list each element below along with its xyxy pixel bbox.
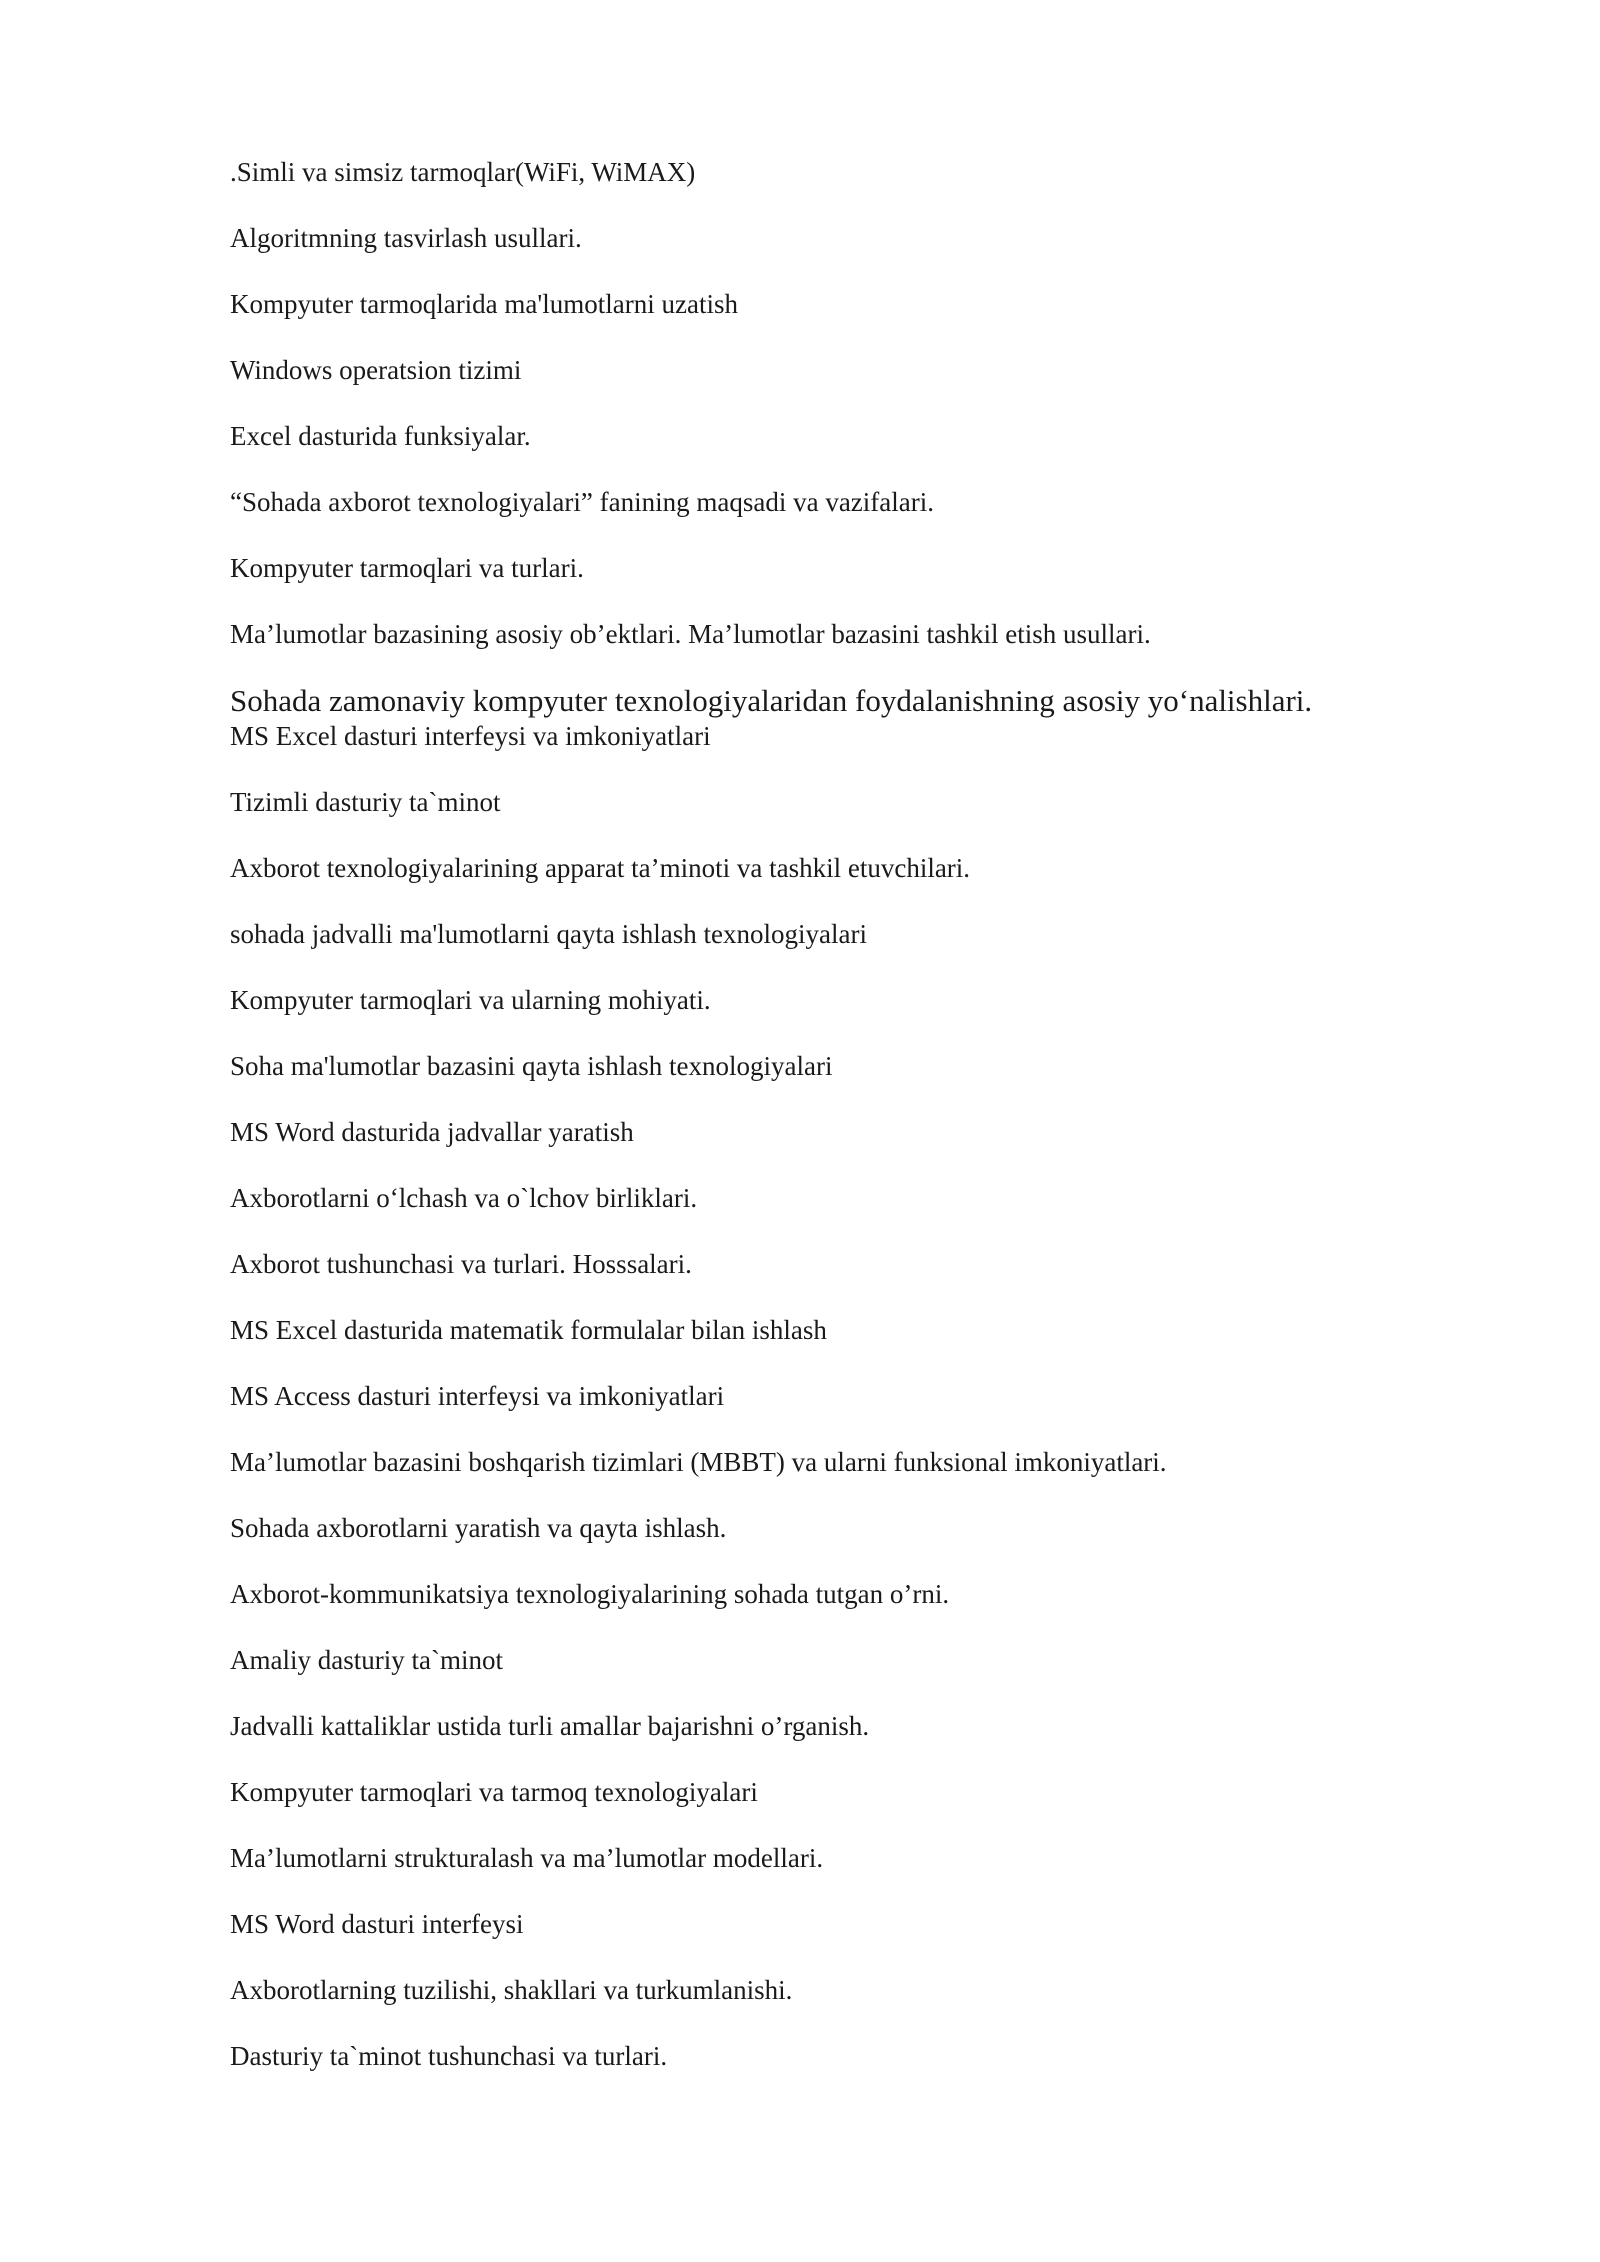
list-item: Axborotlarni o‘lchash va o`lchov birliklari. [230, 1183, 698, 1213]
list-item: Ma’lumotlar bazasining asosiy ob’ektlari. Ma’lumotlar bazasini tashkil etish usullari. [230, 619, 1151, 649]
list-item: Axborot tushunchasi va turlari. Hosssalari. [230, 1249, 692, 1279]
list-item: Ma’lumotlarni strukturalash va ma’lumotlar modellari. [230, 1843, 824, 1873]
list-item: MS Word dasturi interfeysi [230, 1909, 524, 1939]
list-item: MS Access dasturi interfeysi va imkoniyatlari [230, 1381, 725, 1411]
list-item: Axborot-kommunikatsiya texnologiyalarining sohada tutgan o’rni. [230, 1579, 950, 1609]
list-item: Axborot texnologiyalarining apparat ta’minoti va tashkil etuvchilari. [230, 853, 971, 883]
list-item: Kompyuter tarmoqlarida ma'lumotlarni uzatish [230, 289, 738, 319]
list-item: Sohada axborotlarni yaratish va qayta ishlash. [230, 1513, 727, 1543]
list-item: Soha ma'lumotlar bazasini qayta ishlash texnologiyalari [230, 1051, 833, 1081]
list-item: Excel dasturida funksiyalar. [230, 421, 531, 451]
list-item: Axborotlarning tuzilishi, shakllari va turkumlanishi. [230, 1975, 793, 2005]
list-item: Windows operatsion tizimi [230, 355, 522, 385]
list-item: Tizimli dasturiy ta`minot [230, 787, 501, 817]
list-item: sohada jadvalli ma'lumotlarni qayta ishlash texnologiyalari [230, 919, 867, 949]
list-item: “Sohada axborot texnologiyalari” fanining maqsadi va vazifalari. [230, 487, 934, 517]
list-item: MS Word dasturida jadvallar yaratish [230, 1117, 634, 1147]
list-item: Sohada zamonaviy kompyuter texnologiyalaridan foydalanishning asosiy yo‘nalishlari. [230, 683, 1313, 718]
list-item: Ma’lumotlar bazasini boshqarish tizimlari (MBBT) va ularni funksional imkoniyatlari. [230, 1447, 1167, 1477]
list-item: Jadvalli kattaliklar ustida turli amallar bajarishni o’rganish. [230, 1711, 870, 1741]
list-item: .Simli va simsiz tarmoqlar(WiFi, WiMAX) [230, 157, 696, 187]
list-item: Kompyuter tarmoqlari va tarmoq texnologiyalari [230, 1777, 758, 1807]
list-item: Amaliy dasturiy ta`minot [230, 1645, 503, 1675]
list-item: MS Excel dasturida matematik formulalar bilan ishlash [230, 1315, 827, 1345]
list-item: Kompyuter tarmoqlari va turlari. [230, 553, 584, 583]
list-item: Dasturiy ta`minot tushunchasi va turlari. [230, 2041, 668, 2071]
topic-list [230, 156, 1550, 2106]
list-item: MS Excel dasturi interfeysi va imkoniyatlari [230, 721, 711, 751]
list-item: Algoritmning tasvirlash usullari. [230, 223, 582, 253]
list-item: Kompyuter tarmoqlari va ularning mohiyati. [230, 985, 711, 1015]
